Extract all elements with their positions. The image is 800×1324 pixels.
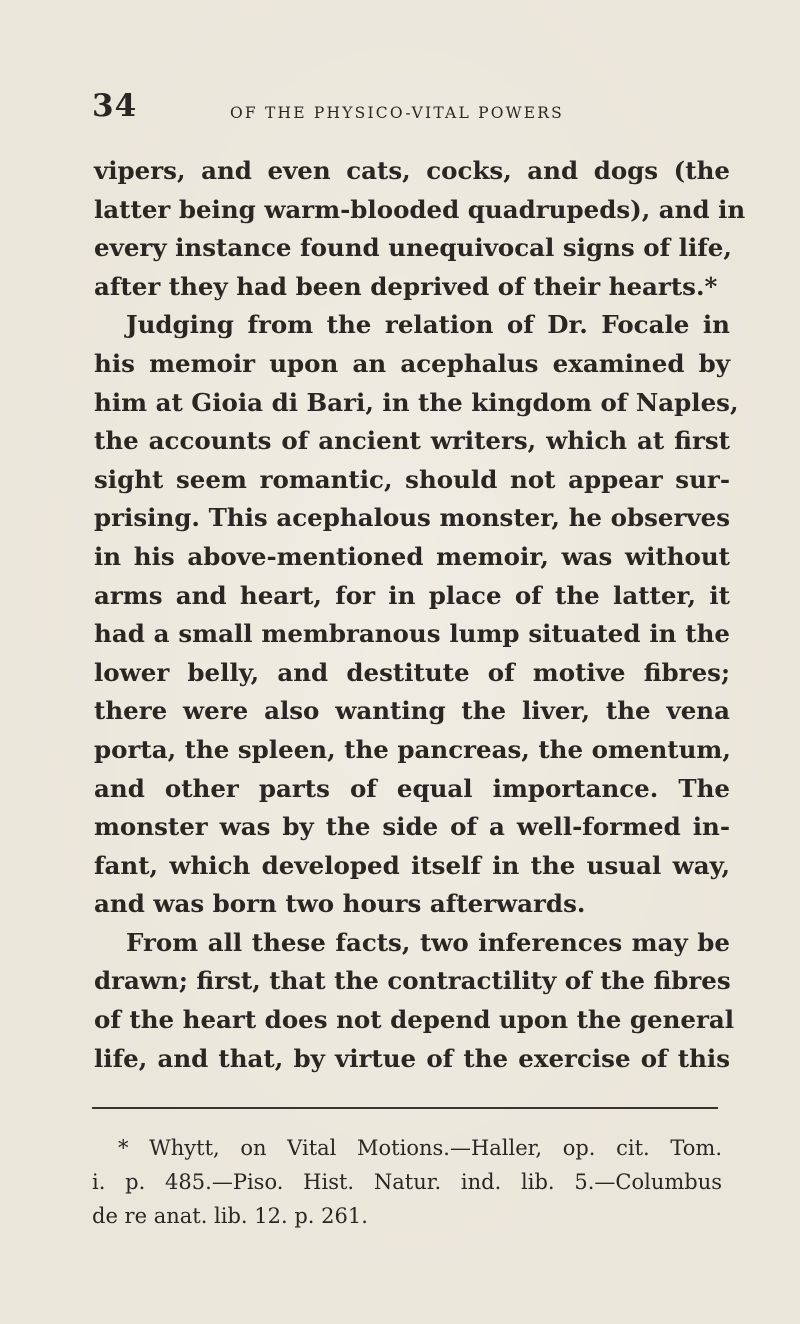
footnote-line: * Whytt, on Vital Motions.—Haller, op. cit. Tom. [118,1136,722,1160]
footnote-line: i. p. 485.—Piso. Hist. Natur. ind. lib. 5.—Columbus [92,1170,722,1194]
body-text [94,152,746,1078]
running-title: OF THE PHYSICO-VITAL POWERS [230,104,564,122]
text-line: drawn; first, that the contractility of the fibres [94,966,731,996]
text-line: Judging from the relation of Dr. Focale in [126,310,730,340]
text-line: sight seem romantic, should not appear sur- [94,464,730,494]
text-line: and other parts of equal importance. The [94,773,730,803]
text-line: of the heart does not depend upon the general [94,1005,735,1035]
text-line: every instance found unequivocal signs of life, [94,233,732,263]
page-header [92,88,732,128]
text-line: vipers, and even cats, cocks, and dogs (the [94,156,730,185]
text-line: From all these facts, two inferences may be [126,927,730,957]
text-line: latter being warm-blooded quadrupeds), and in [94,194,746,224]
text-line: and was born two hours afterwards. [94,889,586,919]
text-line: had a small membranous lump situated in the [94,619,730,649]
text-line: in his above-mentioned memoir, was without [94,541,730,571]
text-line: his memoir upon an acephalus examined by [94,348,730,378]
text-line: him at Gioia di Bari, in the kingdom of Naples, [94,387,739,417]
page-number: 34 [92,88,138,124]
text-line: porta, the spleen, the pancreas, the omentum, [94,734,731,764]
text-line: fant, which developed itself in the usual way, [94,850,730,880]
text-line: after they had been deprived of their hearts.* [94,271,718,301]
footnote [92,1131,722,1233]
text-line: prising. This acephalous monster, he observes [94,503,730,533]
text-line: lower belly, and destitute of motive fibres; [94,657,730,687]
text-line: life, and that, by virtue of the exercise of this [94,1043,730,1073]
text-line: the accounts of ancient writers, which at first [94,426,730,456]
text-line: arms and heart, for in place of the latter, it [94,580,730,610]
text-line: there were also wanting the liver, the vena [94,696,730,726]
text-line: monster was by the side of a well-formed in- [94,812,730,842]
footnote-divider [92,1107,718,1109]
footnote-line: de re anat. lib. 12. p. 261. [92,1204,368,1228]
